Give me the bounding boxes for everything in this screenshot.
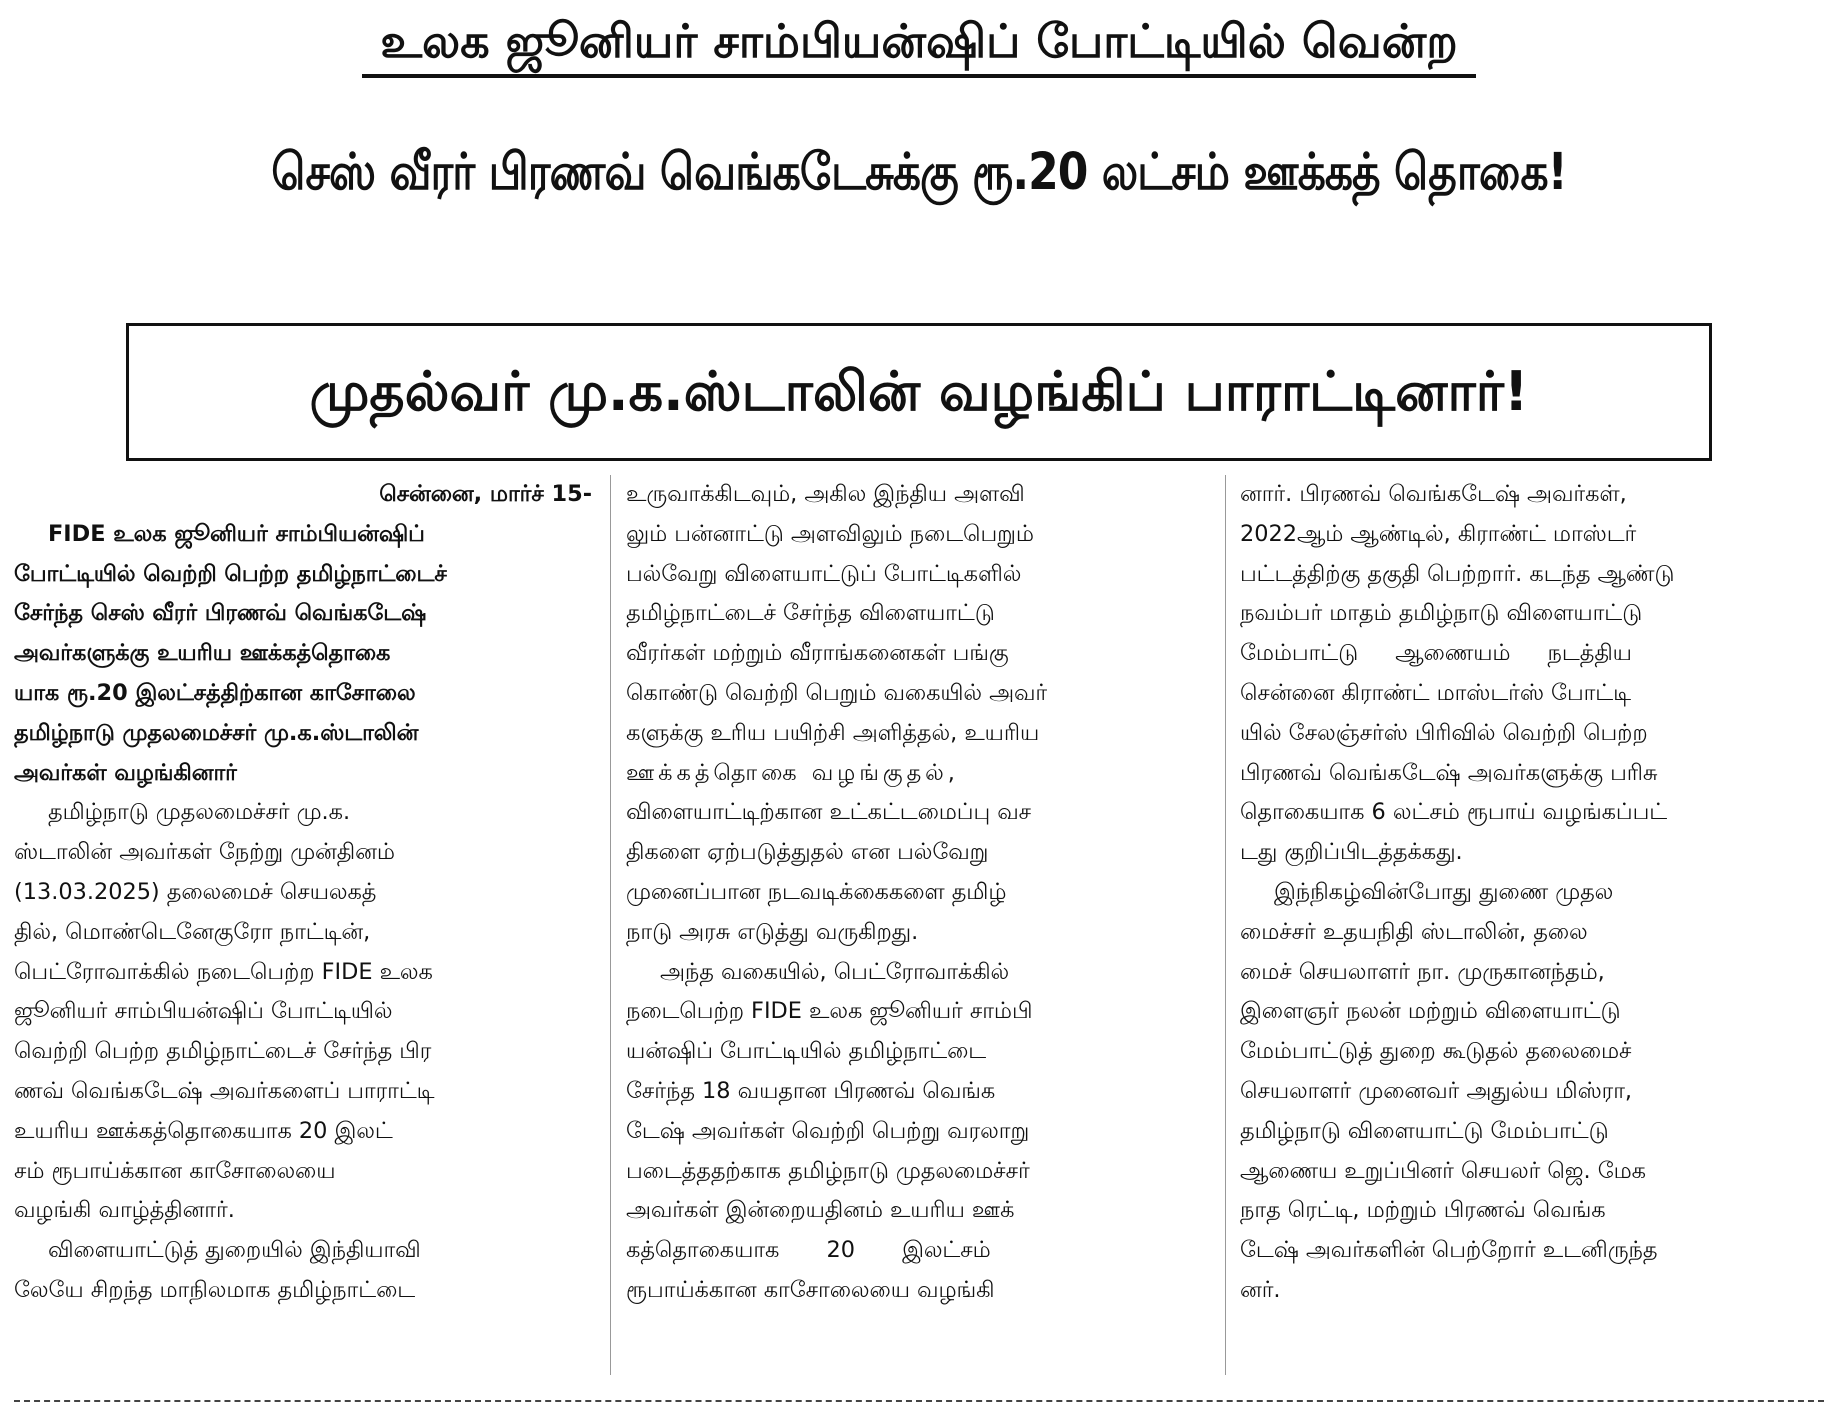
body-line: மேம்பாட்டுத் துறை கூடுதல் தலைமைச் <box>1240 1038 1632 1065</box>
body-line: உருவாக்கிடவும், அகில இந்திய அளவி <box>626 481 1025 507</box>
lede-line: அவர்களுக்கு உயரிய ஊக்கத்தொகை <box>14 640 391 667</box>
body-line: னார். பிரணவ் வெங்கடேஷ் அவர்கள், <box>1240 481 1627 507</box>
article-column-3 <box>1240 475 1818 1380</box>
lede-line: சேர்ந்த செஸ் வீரர் பிரணவ் வெங்கடேஷ் <box>14 600 427 627</box>
kicker: உலக ஜூனியர் சாம்பியன்ஷிப் போட்டியில் வென்ற <box>362 10 1475 78</box>
column-divider <box>610 475 611 1375</box>
body-line: திகளை ஏற்படுத்துதல் என பல்வேறு <box>626 839 989 866</box>
body-line: டேஷ் அவர்களின் பெற்றோர் உடனிருந்த <box>1240 1237 1658 1264</box>
body-line: கத்தொகையாக 20 இலட்சம் <box>626 1237 991 1264</box>
article-column-1 <box>14 475 592 1380</box>
body-line: சம் ரூபாய்க்கான காசோலையை <box>14 1157 336 1184</box>
lede-line: FIDE உலக ஜூனியர் சாம்பியன்ஷிப் <box>48 520 425 547</box>
body-line: ணவ் வெங்கடேஷ் அவர்களைப் பாராட்டி <box>14 1077 435 1104</box>
body-line: மைச் செயலாளர் நா. முருகானந்தம், <box>1240 958 1605 985</box>
body-line: தமிழ்நாடு விளையாட்டு மேம்பாட்டு <box>1240 1117 1609 1144</box>
lede-line: அவர்கள் வழங்கினார் <box>14 759 237 786</box>
body-line: படைத்ததற்காக தமிழ்நாடு முதலமைச்சர் <box>626 1157 1030 1184</box>
body-line: தொகையாக 6 லட்சம் ரூபாய் வழங்கப்பட் <box>1240 799 1668 826</box>
body-line: தில், மொண்டெனேகுரோ நாட்டின், <box>14 918 371 945</box>
body-line: ஆணைய உறுப்பினர் செயலர் ஜெ. மேக <box>1240 1157 1646 1184</box>
body-line: சென்னை கிராண்ட் மாஸ்டர்ஸ் போட்டி <box>1240 679 1631 706</box>
body-line: விளையாட்டுத் துறையில் இந்தியாவி <box>48 1237 421 1264</box>
subhead: முதல்வர் மு.க.ஸ்டாலின் வழங்கிப் பாராட்டினார்! <box>309 360 1529 423</box>
body-line: வீரர்கள் மற்றும் வீராங்கனைகள் பங்கு <box>626 640 1009 667</box>
body-line: நடைபெற்ற FIDE உலக ஜூனியர் சாம்பி <box>626 998 1033 1025</box>
body-line: (13.03.2025) தலைமைச் செயலகத் <box>14 878 377 905</box>
body-line: ஊக்கத்தொகை வழங்குதல், <box>626 759 959 786</box>
body-line: இளைஞர் நலன் மற்றும் விளையாட்டு <box>1240 998 1621 1025</box>
body-line: டது குறிப்பிடத்தக்கது. <box>1240 839 1463 866</box>
body-line: வெற்றி பெற்ற தமிழ்நாட்டைச் சேர்ந்த பிர <box>14 1038 432 1065</box>
body-line: யன்ஷிப் போட்டியில் தமிழ்நாட்டை <box>626 1038 987 1065</box>
article-column-2 <box>626 475 1204 1380</box>
lede-line: போட்டியில் வெற்றி பெற்ற தமிழ்நாட்டைச் <box>14 560 447 587</box>
body-line: இந்நிகழ்வின்போது துணை முதல <box>1274 878 1614 905</box>
lede-line: தமிழ்நாடு முதலமைச்சர் மு.க.ஸ்டாலின் <box>14 719 419 746</box>
body-line: பெட்ரோவாக்கில் நடைபெற்ற FIDE உலக <box>14 958 433 985</box>
body-line: அந்த வகையில், பெட்ரோவாக்கில் <box>660 958 1010 985</box>
body-line: செயலாளர் முனைவர் அதுல்ய மிஸ்ரா, <box>1240 1077 1633 1104</box>
body-line: நவம்பர் மாதம் தமிழ்நாடு விளையாட்டு <box>1240 600 1643 627</box>
body-line: 2022ஆம் ஆண்டில், கிராண்ட் மாஸ்டர் <box>1240 520 1637 547</box>
dateline: சென்னை, மார்ச் 15- <box>379 481 592 507</box>
body-line: தமிழ்நாடு முதலமைச்சர் மு.க. <box>48 799 351 826</box>
body-line: ஸ்டாலின் அவர்கள் நேற்று முன்தினம் <box>14 839 395 866</box>
body-line: உயரிய ஊக்கத்தொகையாக 20 இலட் <box>14 1117 393 1144</box>
body-line: வழங்கி வாழ்த்தினார். <box>14 1197 235 1224</box>
lede-line: யாக ரூ.20 இலட்சத்திற்கான காசோலை <box>14 679 416 706</box>
body-line: முனைப்பான நடவடிக்கைகளை தமிழ் <box>626 878 1007 905</box>
body-line: பல்வேறு விளையாட்டுப் போட்டிகளில் <box>626 560 1022 587</box>
body-line: அவர்கள் இன்றையதினம் உயரிய ஊக் <box>626 1197 1015 1224</box>
body-line: நாத ரெட்டி, மற்றும் பிரணவ் வெங்க <box>1240 1197 1606 1224</box>
body-line: லேயே சிறந்த மாநிலமாக தமிழ்நாட்டை <box>14 1276 416 1303</box>
body-line: யில் சேலஞ்சர்ஸ் பிரிவில் வெற்றி பெற்ற <box>1240 719 1648 746</box>
body-line: பட்டத்திற்கு தகுதி பெற்றார். கடந்த ஆண்டு <box>1240 560 1675 587</box>
body-line: னர். <box>1240 1276 1281 1303</box>
body-line: ரூபாய்க்கான காசோலையை வழங்கி <box>626 1276 995 1303</box>
kicker-line <box>0 10 1838 78</box>
body-line: விளையாட்டிற்கான உட்கட்டமைப்பு வச <box>626 799 1032 826</box>
headline: செஸ் வீரர் பிரணவ் வெங்கடேசுக்கு ரூ.20 லட்சம் ஊக்கத் தொகை! <box>271 143 1567 202</box>
body-line: டேஷ் அவர்கள் வெற்றி பெற்று வரலாறு <box>626 1117 1030 1144</box>
body-line: பிரணவ் வெங்கடேஷ் அவர்களுக்கு பரிசு <box>1240 759 1658 786</box>
body-line: நாடு அரசு எடுத்து வருகிறது. <box>626 918 919 945</box>
subhead-box <box>126 323 1712 461</box>
body-line: தமிழ்நாட்டைச் சேர்ந்த விளையாட்டு <box>626 600 995 627</box>
body-line: சேர்ந்த 18 வயதான பிரணவ் வெங்க <box>626 1077 996 1104</box>
body-line: லும் பன்னாட்டு அளவிலும் நடைபெறும் <box>626 520 1034 547</box>
body-line: களுக்கு உரிய பயிற்சி அளித்தல், உயரிய <box>626 719 1040 746</box>
body-line: கொண்டு வெற்றி பெறும் வகையில் அவர் <box>626 679 1048 706</box>
column-divider <box>1225 475 1226 1375</box>
body-line: ஜூனியர் சாம்பியன்ஷிப் போட்டியில் <box>14 998 393 1025</box>
body-line: மேம்பாட்டு ஆணையம் நடத்திய <box>1240 640 1632 667</box>
body-line: மைச்சர் உதயநிதி ஸ்டாலின், தலை <box>1240 918 1588 945</box>
bottom-dashed-rule <box>14 1400 1824 1402</box>
